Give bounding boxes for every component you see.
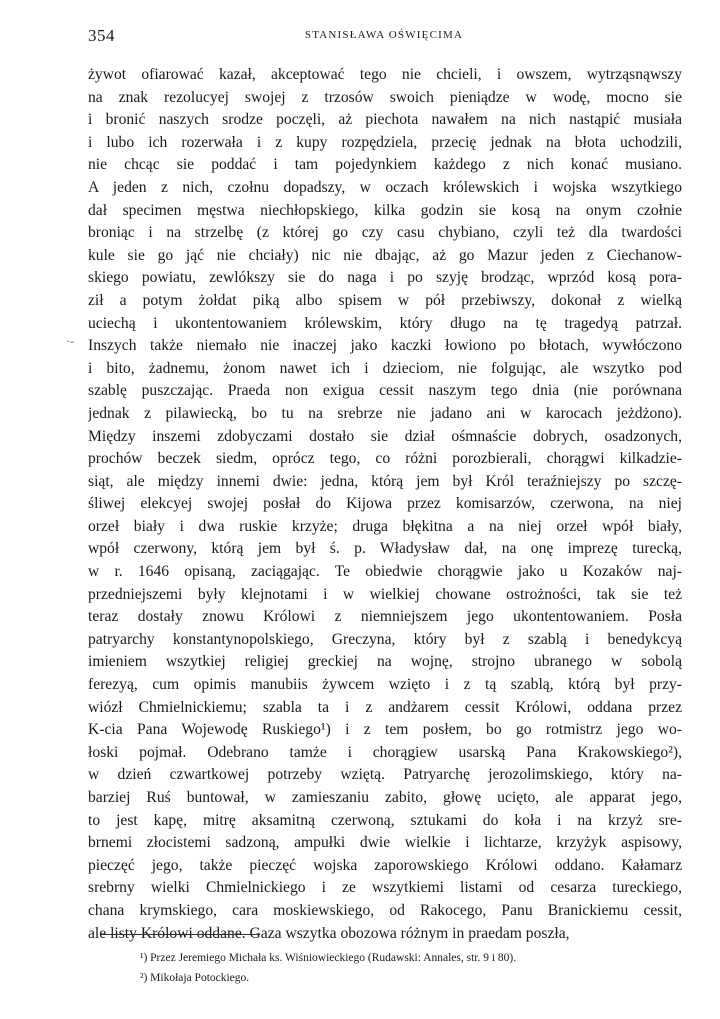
text-line: broniąc i na strzelbę (z której go czy casu chybiano, czyli też dla twardości bbox=[88, 224, 682, 242]
text-line: barziej Ruś buntował, w zamieszaniu zabito, głowę ucięto, ale apparat jego, bbox=[88, 789, 682, 806]
text-line: to jest kapę, mitrę aksamitną czerwoną, sztukami do koła i na krzyż sre- bbox=[88, 811, 682, 829]
body-text bbox=[88, 64, 682, 945]
text-line: A jeden z nich, czołnu dopadszy, w oczach królewskich i wojska wszytkiego bbox=[88, 178, 682, 196]
text-line: na znak rezolucyej swojej z trzosów swoich pieniądze w wodę, mocno sie bbox=[88, 88, 682, 106]
page-number: 354 bbox=[88, 26, 115, 45]
text-line: i bito, żadnemu, żonom nawet ich i dzieciom, nie folgując, ale wszytko pod bbox=[88, 359, 682, 377]
footnote: ²) Mikołaja Potockiego. bbox=[140, 972, 250, 984]
text-line: i lubo ich rozerwała i z kupy rozpędziela, przecię jednak na błota uchodzili, bbox=[88, 133, 682, 151]
text-line: ził a potym żołdat piką albo spisem w pół przebiwszy, dokonał z wielką bbox=[88, 291, 682, 309]
text-line: brnemi złocistemi sadzoną, ampułki dwie wielkie i lichtarze, krzyżyk aspisowy, bbox=[88, 834, 682, 852]
text-line: przedniejszemi były klejnotami i w wielkiej chowane ostrożności, tak sie też bbox=[88, 585, 682, 603]
text-line: K-cia Pana Wojewodę Ruskiego¹) i z tem posłem, bo go rotmistrz jego wo- bbox=[88, 721, 682, 739]
text-line: ferezyą, cum opimis manubiis żywcem wzięto i z tą szablą, którą był przy- bbox=[88, 676, 682, 694]
margin-mark: ·- bbox=[66, 334, 74, 348]
text-line: łoski pojmał. Odebrano tamże i chorągiew usarską Pana Krakowskiego²), bbox=[88, 743, 682, 761]
running-head: STANISŁAWA OŚWIĘCIMA bbox=[304, 29, 464, 41]
page-header bbox=[88, 22, 680, 50]
text-line: teraz dostały znowu Królowi z niemniejszem jego ukontentowaniem. Posła bbox=[88, 608, 682, 626]
text-line: skiego powiatu, zewlókszy sie do naga i po szyję brodząc, wprzód kosą pora- bbox=[88, 269, 682, 287]
text-line: uciechą i ukontentowaniem królewskim, który długo na tę tragedyą patrzał. bbox=[88, 314, 682, 332]
text-line: w dzień czwartkowej potrzeby wziętą. Patryarchę jerozolimskiego, który na- bbox=[88, 766, 682, 784]
footnote-rule bbox=[100, 934, 260, 935]
text-line: nie chcąc sie poddać i tam pojedynkiem każdego z nich konać musiano. bbox=[88, 156, 682, 174]
text-line: pieczęć jego, także pieczęć wojska zaporowskiego Królowi oddano. Kałamarz bbox=[88, 856, 682, 874]
text-line: wiózł Chmielnickiemu; szabla ta i z andżarem cessit Królowi, oddana przez bbox=[88, 698, 682, 716]
text-line: i bronić naszych srodze poczęli, aż piechota nawałem na nich nastąpić musiała bbox=[88, 111, 682, 129]
text-line: żywot ofiarować kazał, akceptować tego nie chcieli, i owszem, wytrząsnąwszy bbox=[88, 66, 682, 83]
text-line: ale listy Królowi oddane. Gaza wszytka obozowa różnym in praedam poszła, bbox=[88, 924, 570, 942]
text-line: orzeł biały i dwa ruskie krzyże; druga błękitna a na niej orzeł wpół biały, bbox=[88, 517, 682, 535]
text-line: śliwej elekcyej swojej posłał do Kijowa przez komisarzów, czerwona, na niej bbox=[88, 495, 682, 513]
text-line: chana krymskiego, cara moskiewskiego, od Rakocego, Panu Branickiemu cessit, bbox=[88, 901, 682, 919]
text-line: kule sie go jąć nie chciały) nic nie dbając, aż go Mazur jeden z Ciechanow- bbox=[88, 246, 682, 264]
text-line: wpół czerwony, którą jem był ś. p. Władysław dał, na onę imprezę turecką, bbox=[88, 540, 682, 558]
text-line: srebrny wielki Chmielnickiego i ze wszytkiemi listami od cesarza tureckiego, bbox=[88, 879, 682, 897]
text-line: imieniem wszytkiej religiej greckiej na wojnę, strojno ubranego w sobolą bbox=[88, 653, 682, 671]
text-line: Inszych także niemało nie inaczej jako kaczki łowiono po błotach, wywłóczono bbox=[88, 337, 682, 355]
footnote: ¹) Przez Jeremiego Michała ks. Wiśniowieckiego (Rudawski: Annales, str. 9 i 80). bbox=[140, 952, 517, 964]
text-line: dał specimen męstwa niechłopskiego, kilka godzin sie kosą na onym czołnie bbox=[88, 201, 682, 219]
text-line: siąt, ale między innemi dwie: jedna, którą jem był Król teraźniejszy po szczę- bbox=[88, 472, 682, 490]
text-line: jednak z pilawiecką, bo tu na srebrze nie jadano ani w karocach jeżdżono). bbox=[88, 404, 682, 422]
text-line: w r. 1646 opisaną, zaciągając. Te obiedwie chorągwie jako u Kozaków naj- bbox=[88, 563, 682, 581]
text-line: patryarchy konstantynopolskiego, Greczyna, który był z szablą i benedykcyą bbox=[88, 630, 682, 648]
text-line: prochów beczek siedm, oprócz tego, co różni porozbierali, chorągwi kilkadzie- bbox=[88, 450, 682, 468]
footnotes bbox=[140, 948, 680, 988]
text-line: szablę puszczając. Praeda non exigua cessit naszym tego dnia (nie porównana bbox=[88, 382, 682, 400]
text-line: Między inszemi zdobyczami dostało sie dział ośmnaście dobrych, osadzonych, bbox=[88, 427, 682, 445]
